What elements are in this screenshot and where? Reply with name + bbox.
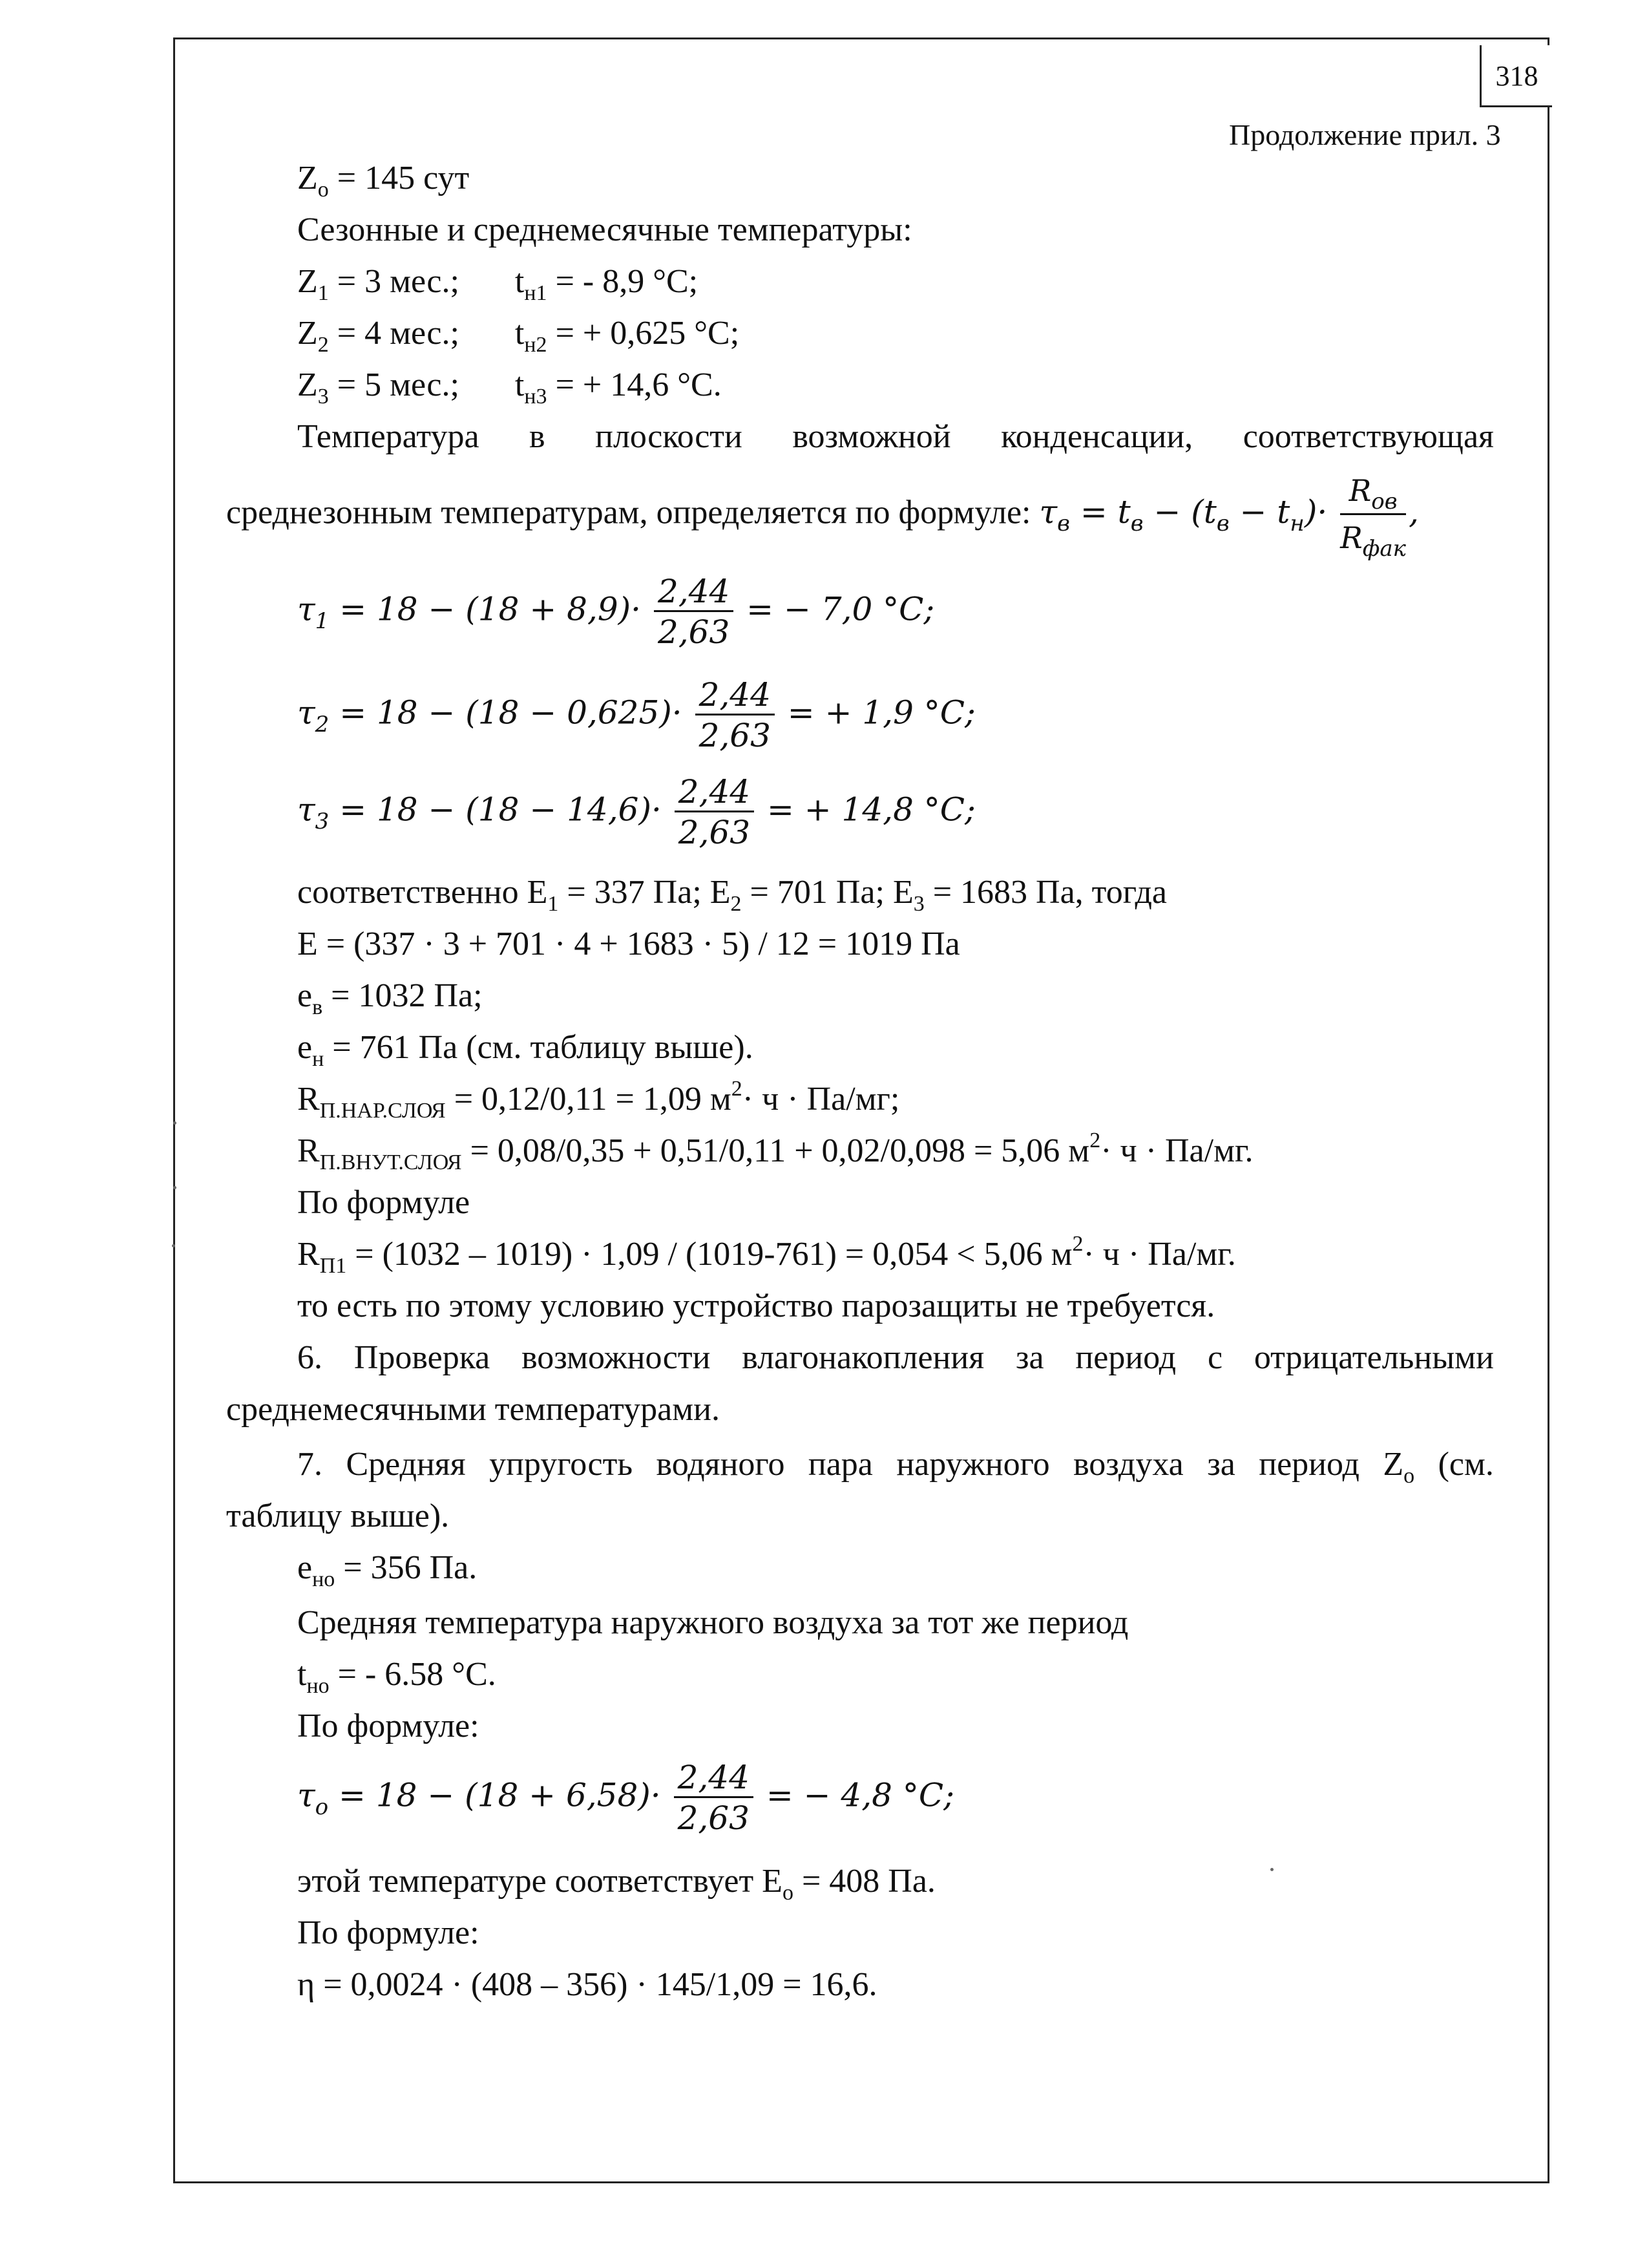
item-6-line2: среднемесячными температурами. [226, 1391, 720, 1428]
tau-3-equation: $\tau_3 = 18 - (18 - 14,6)\cdot$ $\frac{2,44}{2,63}$ = + 14,8 °C; [297, 773, 976, 851]
para-condensation-line1: Температура в плоскости возможной конденсации, соответствующая [297, 418, 1494, 455]
conclusion-line: то есть по этому условию устройство парозащиты не требуется. [297, 1288, 1215, 1324]
r-vnut-line: $R_{П.ВНУТ.СЛОЯ} = 0,08/0,35 + 0,51/0,11 + 0,02/0,098 = 5,06$ $м^2\cdot ч \cdot Па/мг$. [297, 1129, 1254, 1174]
header-note: Продолжение прил. 3 [1229, 118, 1501, 151]
season-row: $Z_1 = 3$ мес.; $t_{н1}$ = - 8,9 °С; [297, 263, 698, 305]
item-7-line1: 7. Средняя упругость водяного пара наружного воздуха за период $Z_о$ (см. [297, 1446, 1494, 1488]
po-formule-2: По формуле: [297, 1708, 479, 1744]
tau-2-equation: $\tau_2 = 18 - (18 - 0,625)\cdot$ $\frac{2,44}{2,63}$ = + 1,9 °C; [297, 676, 976, 754]
item-6-line1: 6. Проверка возможности влагонакопления за период с отрицательными [297, 1339, 1494, 1376]
e-total-line: E = (337 · 3 + 701 · 4 + 1683 · 5) / 12 = 1019 Па [297, 926, 960, 962]
tau-1-equation: $\tau_1 = 18 - (18 + 8,9)\cdot$ $\frac{2,44}{2,63}$ = − 7,0 °C; [297, 573, 935, 651]
season-title: Сезонные и среднемесячные температуры: [297, 211, 912, 248]
scan-speck [173, 1121, 176, 1125]
scan-speck [1270, 1868, 1274, 1871]
z0-line: $Z_o = 145$ сут [297, 160, 470, 202]
scan-speck [173, 1186, 176, 1189]
general-formula: $\tau_в = t_в - (t_в - t_н)\cdot$ $\frac{R_{ов}}{R_{фак}}$ , [1039, 473, 1419, 562]
avg-temp-title: Средняя температура наружного воздуха за тот же период [297, 1604, 1129, 1641]
eo-line: этой температуре соответствует $E_о = 408$ Па. [297, 1863, 936, 1905]
page-number: 318 [1480, 45, 1552, 107]
tno-line: $t_{но}$ = - 6.58 °С. [297, 1656, 496, 1698]
scan-speck [172, 1244, 175, 1247]
season-row: $Z_2 = 4$ мес.; $t_{н2}$ = + 0,625 °С; [297, 315, 740, 357]
season-row: $Z_3 = 5$ мес.; $t_{н3}$ = + 14,6 °С. [297, 366, 722, 408]
eno-line: $e_{но} = 356$ Па. [297, 1549, 478, 1591]
po-formule-3: По формуле: [297, 1914, 479, 1951]
para-condensation-line2: среднезонным температурам, определяется по формуле: $\tau_в = t_в - (t_в - t_н)\cdot$ $\frac{R_{ов}}{R_{фак}}$ , [226, 473, 1419, 562]
eta-line: η = 0,0024 · (408 – 356) · 145/1,09 = 16,6. [297, 1966, 877, 2003]
ev-line: $e_в = 1032$ Па; [297, 977, 483, 1019]
r-nar-line: $R_{П.НАР.СЛОЯ} = 0,12/0,11 = 1,09$ $м^2\cdot ч \cdot Па/мг$; [297, 1077, 900, 1123]
item-7-line2: таблицу выше). [226, 1498, 450, 1534]
r-p1-line: $R_{П1} = (1032 - 1019) \cdot 1,09 / (1019-761) = 0,054 < 5,06$ $м^2\cdot ч \cdot Па/мг$. [297, 1232, 1236, 1278]
po-formule-1: По формуле [297, 1184, 470, 1221]
en-line: $e_н = 761$ Па (см. таблицу выше). [297, 1029, 753, 1071]
tau-o-equation: $\tau_o = 18 - (18 + 6,58)\cdot$ $\frac{2,44}{2,63}$ = − 4,8 °C; [297, 1759, 954, 1837]
e-values-line: соответственно $E_1 = 337$ Па; $E_2 = 701$ Па; $E_3 = 1683$ Па, тогда [297, 874, 1167, 916]
